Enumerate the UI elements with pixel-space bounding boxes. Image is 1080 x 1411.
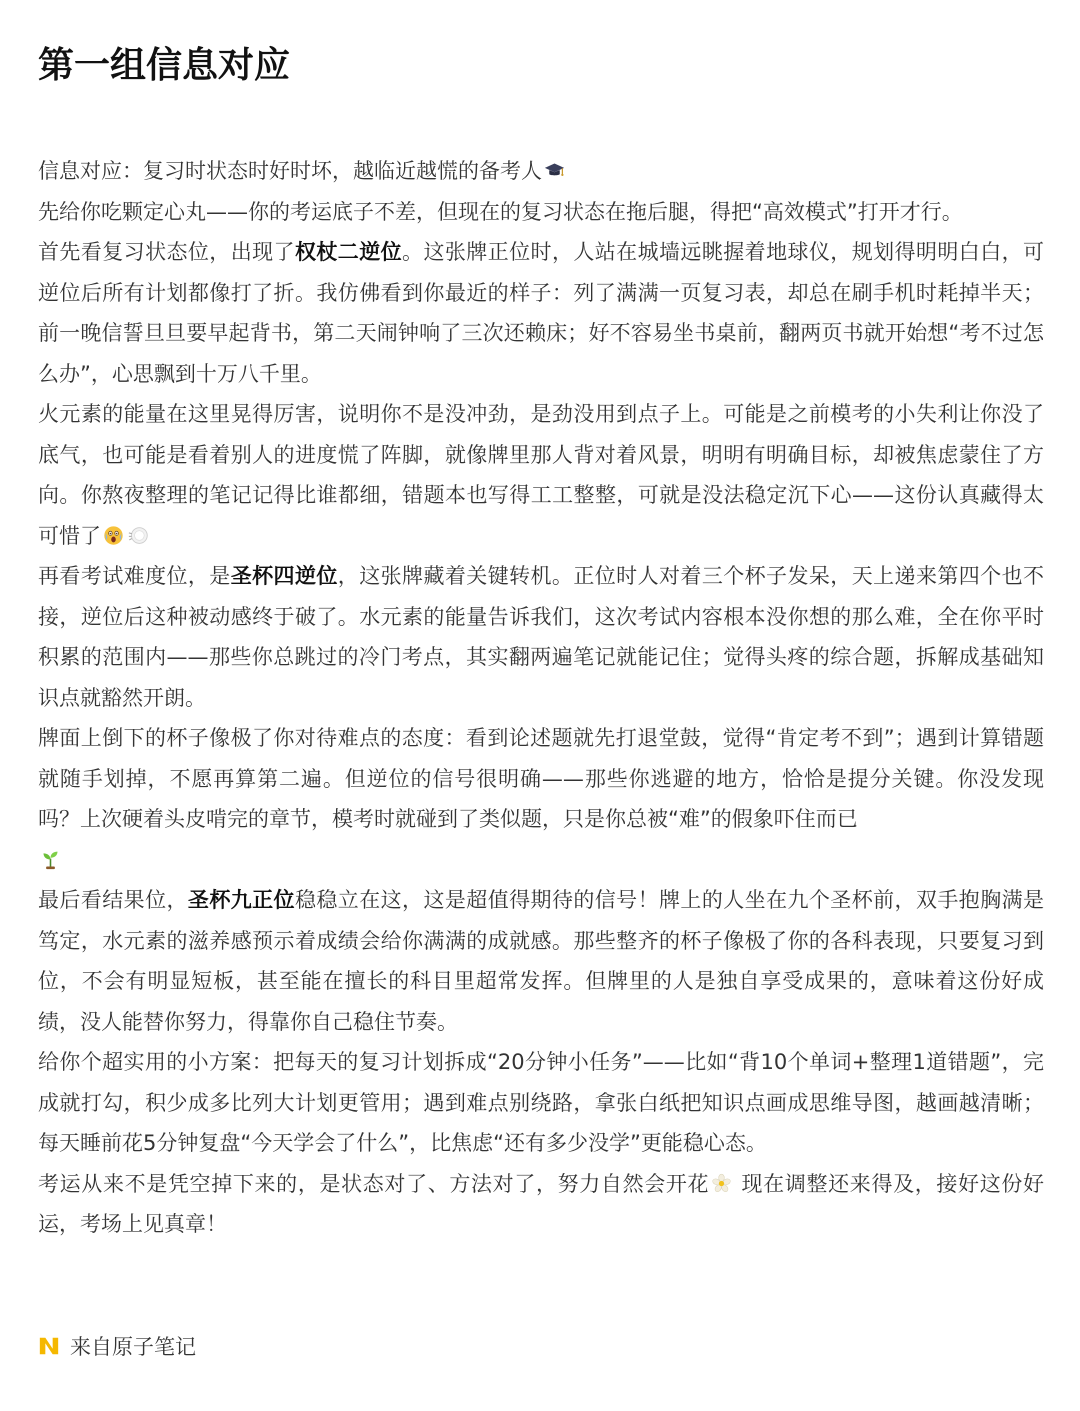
- paragraph-9-text-a: 考运从来不是凭空掉下来的，是状态对了、方法对了，努力自然会开花: [38, 1171, 710, 1196]
- card-name-cups-four-reversed: 圣杯四逆位: [230, 564, 338, 588]
- paragraph-3-text-a: 首先看复习状态位，出现了: [38, 240, 295, 264]
- graduation-cap-icon: [544, 160, 565, 181]
- card-name-cups-nine-upright: 圣杯九正位: [187, 888, 295, 912]
- paragraph-8: 给你个超实用的小方案：把每天的复习计划拆成“20分钟小任务”——比如“背10个单词+整理1道错题”，完成就打勾，积少成多比列大计划更管用；遇到难点别绕路，拿张白纸把知识点画成思维导图，越画越清晰；每天睡前花5分钟复盘“今天学会了什么”，比焦虑“还有多少没学”更能稳心态。: [38, 1050, 1044, 1155]
- paragraph-3: [38, 232, 1044, 394]
- article-body: [38, 151, 1044, 1245]
- paragraph-6: [38, 718, 1044, 880]
- paragraph-1: [38, 151, 1044, 192]
- page-title: 第一组信息对应: [38, 45, 291, 86]
- screaming-face-icon: [103, 525, 124, 546]
- paragraph-7-text-a: 最后看结果位，: [38, 888, 188, 912]
- paragraph-7-text-b: 稳稳立在这，这是超值得期待的信号！牌上的人坐在九个圣杯前，双手抱胸满是笃定，水元素的滋养感预示着成绩会给你满满的成就感。那些整齐的杯子像极了你的各科表现，只要复习到位，不会有明显短板，甚至能在擅长的科目里超常发挥。但牌里的人是独自享受成果的，意味着这份好成绩，没人能替你努力，得靠你自己稳住节奏。: [38, 888, 1045, 1034]
- paragraph-7: [38, 880, 1044, 1042]
- paragraph-5-text-b: ，这张牌藏着关键转机。正位时人对着三个杯子发呆，天上递来第四个也不接，逆位后这种被动感终于破了。水元素的能量告诉我们，这次考试内容根本没你想的那么难，全在你平时积累的范围内——那些你总跳过的冷门考点，其实翻两遍笔记就能记住；觉得头疼的综合题，拆解成基础知识点就豁然开朗。: [38, 564, 1045, 710]
- paragraph-2: 先给你吃颗定心丸——你的考运底子不差，但现在的复习状态在拖后腿，得把“高效模式”打开才行。: [38, 199, 963, 224]
- seedling-icon: [40, 849, 61, 870]
- n-logo-icon: [38, 1335, 60, 1357]
- blossom-icon: [711, 1173, 732, 1194]
- footer-source-text: 来自原子笔记: [70, 1335, 196, 1359]
- paragraph-1-text: 信息对应：复习时状态时好时坏，越临近越慌的备考人: [38, 159, 542, 183]
- footer-source[interactable]: [38, 1328, 196, 1364]
- paragraph-4-text: 火元素的能量在这里晃得厉害，说明你不是没冲劲，是劲没用到点子上。可能是之前模考的小失利让你没了底气，也可能是看着别人的进度慌了阵脚，就像牌里那人背对着风景，明明有明确目标，却被焦虑蒙住了方向。你熬夜整理的笔记记得比谁都细，错题本也写得工工整整，可就是没法稳定沉下心——这份认真藏得太可惜了: [38, 402, 1044, 548]
- dizzy-plate-icon: [128, 525, 149, 546]
- paragraph-5: [38, 556, 1044, 718]
- paragraph-3-text-b: 。这张牌正位时，人站在城墙远眺握着地球仪，规划得明明白白，可逆位后所有计划都像打了折。我仿佛看到你最近的样子：列了满满一页复习表，却总在刷手机时耗掉半天；前一晚信誓旦旦要早起背书，第二天闹钟响了三次还赖床；好不容易坐书桌前，翻两页书就开始想“考不过怎么办”，心思飘到十万八千里。: [38, 240, 1045, 386]
- paragraph-4: [38, 394, 1044, 556]
- paragraph-6-text: 牌面上倒下的杯子像极了你对待难点的态度：看到论述题就先打退堂鼓，觉得“肯定考不到”；遇到计算错题就随手划掉，不愿再算第二遍。但逆位的信号很明确——那些你逃避的地方，恰恰是提分关键。你没发现吗？上次硬着头皮啃完的章节，模考时就碰到了类似题，只是你总被“难”的假象吓住而已: [38, 726, 1044, 831]
- card-name-wands-two-reversed: 权杖二逆位: [294, 240, 403, 264]
- paragraph-9-text-b: 现在调整还来得及，接好这份好运，考场上见真章！: [38, 1171, 1044, 1236]
- paragraph-9: [38, 1164, 1044, 1245]
- paragraph-5-text-a: 再看考试难度位，是: [38, 564, 231, 588]
